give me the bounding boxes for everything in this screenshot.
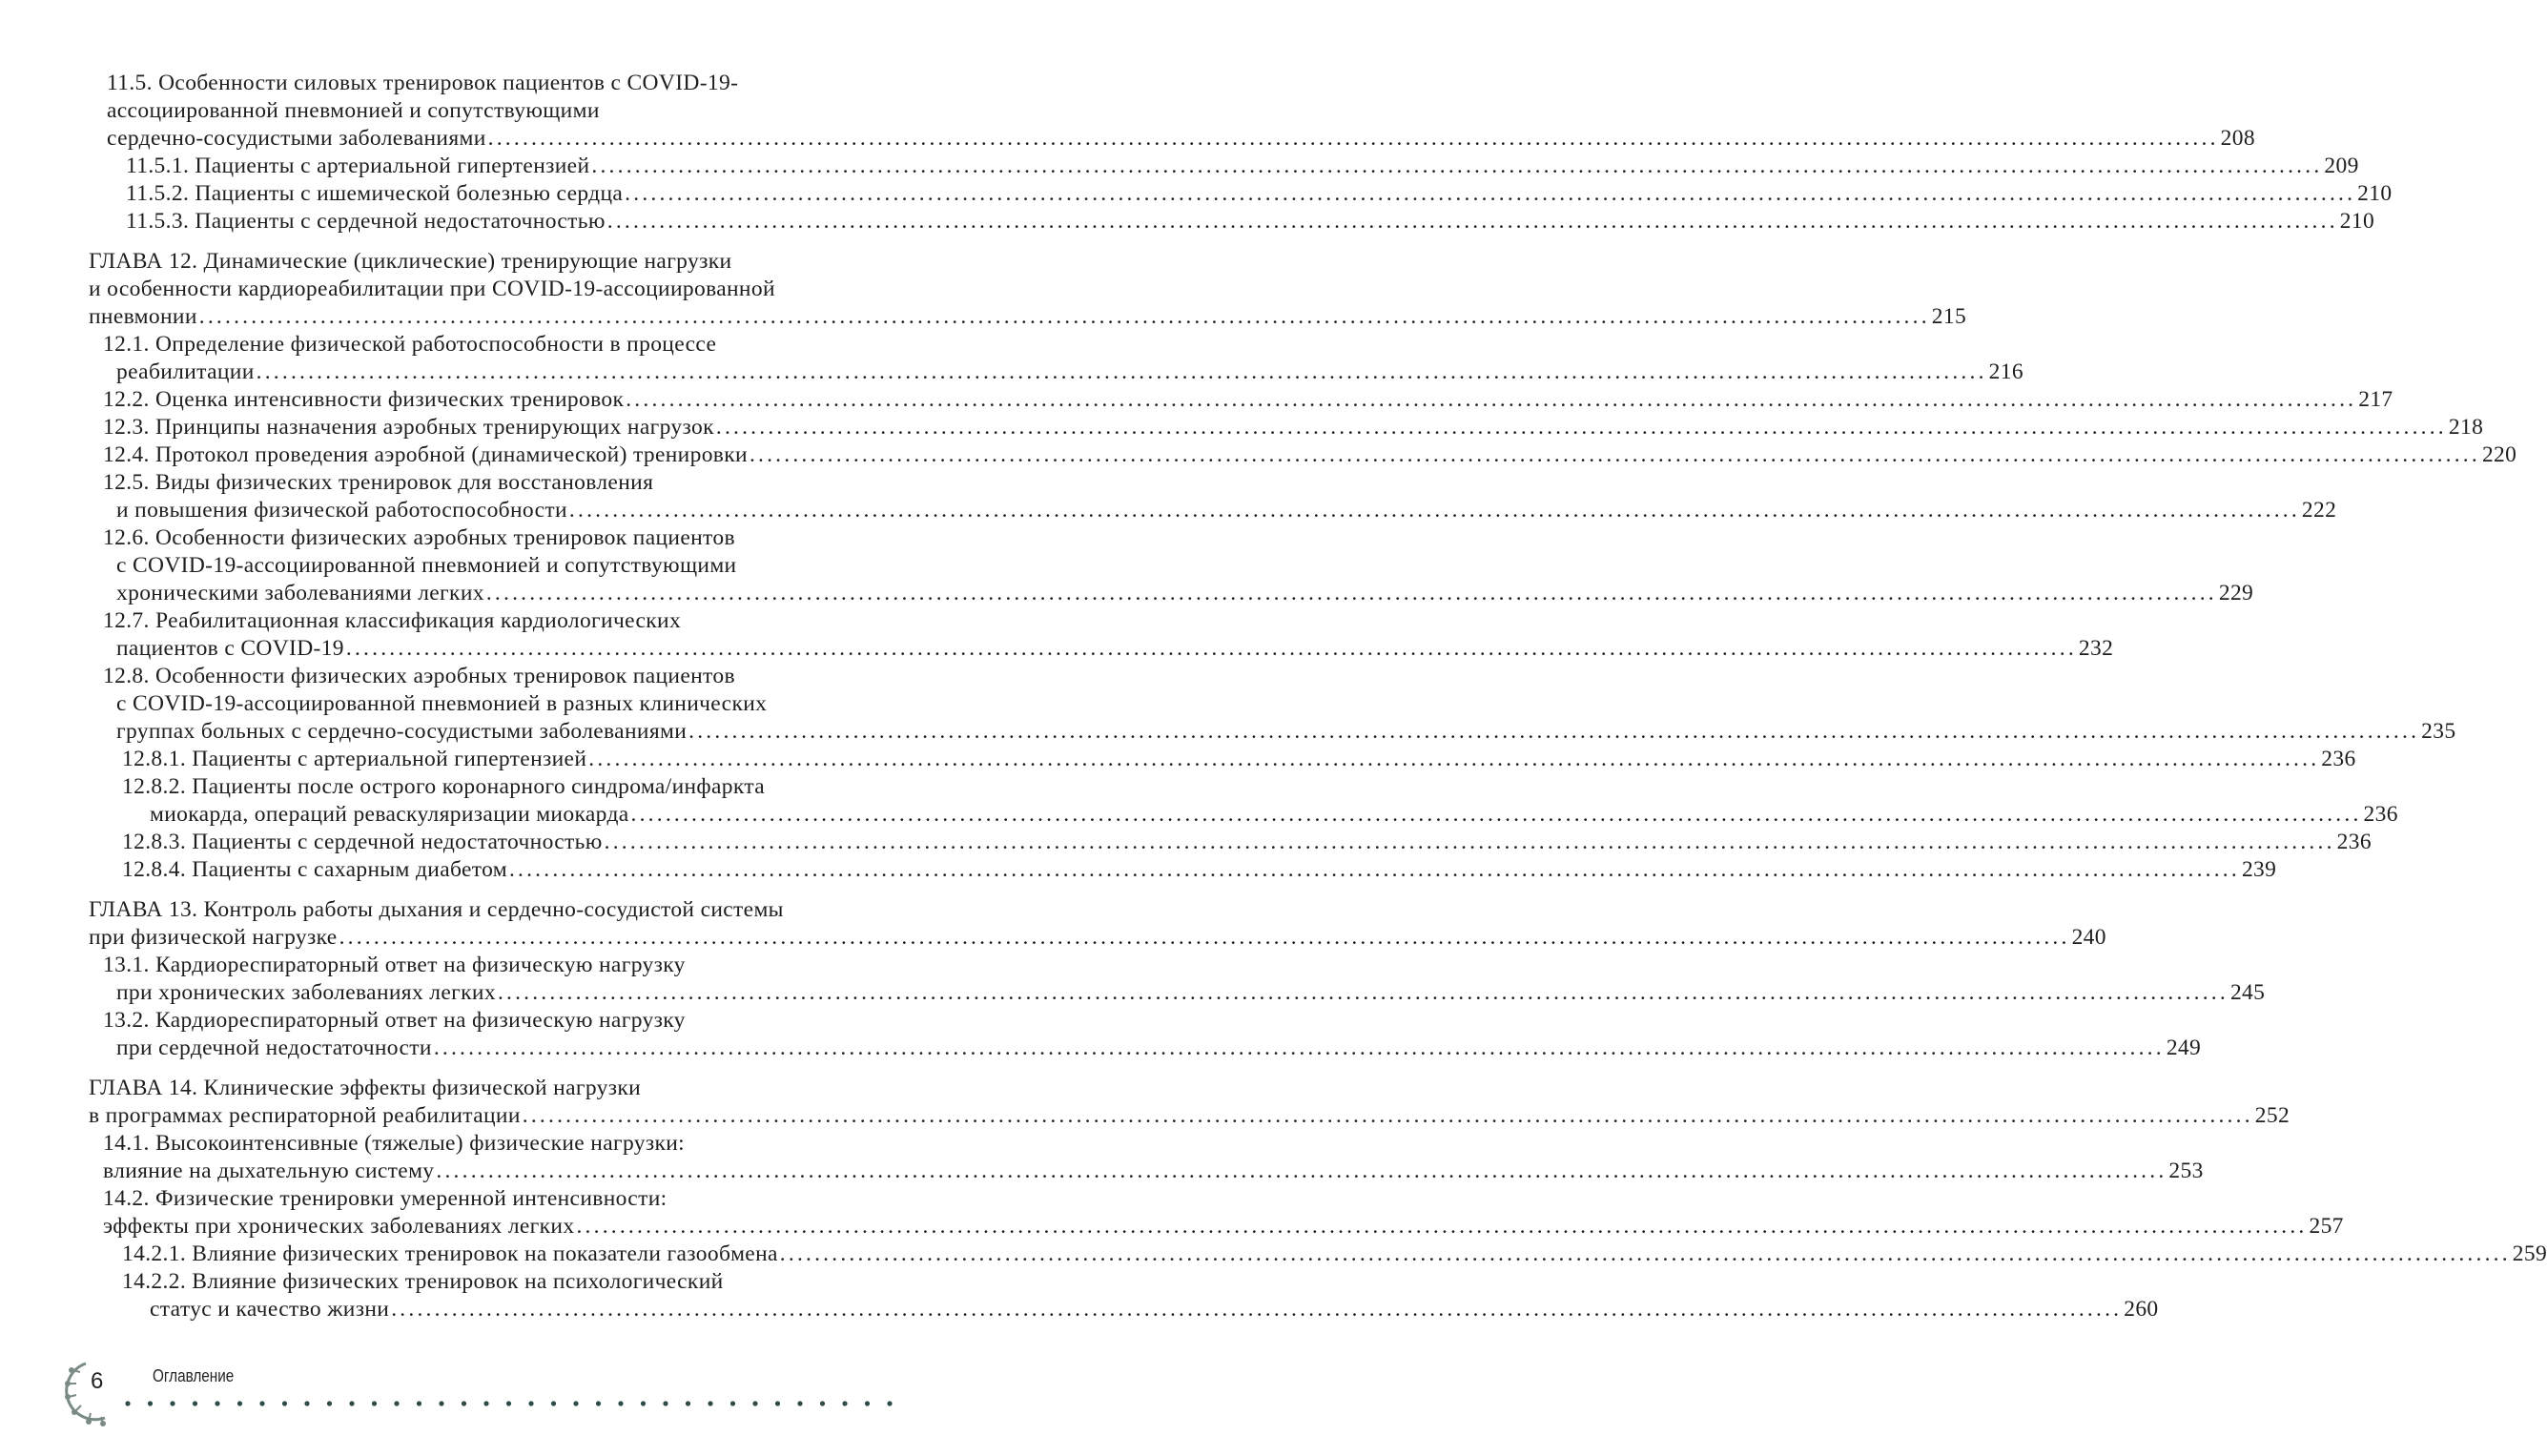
toc-line-text: 12.8.1. Пациенты с артериальной гипертензией [122,747,587,771]
toc-line [122,1268,954,1296]
toc-page-number: 252 [2254,1103,2290,1128]
toc-page-number: 216 [1988,359,2023,384]
toc-line-text: ГЛАВА 13. Контроль работы дыхания и сердечно-сосудистой системы [89,897,784,922]
toc-chapter [0,248,1967,331]
toc-chapter [0,896,2106,952]
toc-entry [0,1185,2344,1241]
dot-leader: ........................................................................................................................................................................................................ [487,126,2219,151]
toc-page-number: 215 [1931,304,1967,329]
toc-line [103,1213,2344,1241]
toc-page-number: 220 [2481,442,2517,467]
page-number: 6 [91,1368,104,1394]
toc-page-number: 217 [2358,387,2393,412]
footer-dot [170,1401,175,1405]
dot-leader: ........................................................................................................................................................................................................ [588,747,2320,771]
toc-line [116,718,2456,746]
toc-page-number: 218 [2448,415,2484,440]
footer-dot [125,1401,130,1405]
footer-dot [708,1401,712,1405]
toc-entry [0,441,2517,469]
footer-dot [439,1401,443,1405]
footer-dot [551,1401,556,1405]
footer-dot [775,1401,780,1405]
toc-entry [0,524,2254,607]
dot-leader: ........................................................................................................................................................................................................ [715,415,2447,440]
toc-line [89,276,954,303]
toc-entry [0,1007,2202,1062]
toc-page-number: 249 [2166,1036,2202,1060]
dot-leader: ........................................................................................................................................................................................................ [508,857,2240,882]
toc-line-text: влияние на дыхательную систему [103,1159,435,1183]
toc-line-text: группах больных с сердечно-сосудистыми заболеваниями [116,719,688,744]
dot-leader: ........................................................................................................................................................................................................ [749,442,2480,467]
toc-line [103,524,954,552]
footer-dot [506,1401,511,1405]
toc-page-number: 208 [2220,126,2255,151]
toc-line [122,829,2372,856]
toc-line-text: сердечно-сосудистыми заболеваниями [107,126,486,151]
footer-dot [887,1401,892,1405]
footer-dot [282,1401,287,1405]
footer-dot [259,1401,264,1405]
toc-entry [0,1130,2204,1185]
toc-line-text: миокарда, операций реваскуляризации миокарда [150,802,629,827]
footer-dot [417,1401,421,1405]
toc-page-number: 235 [2421,719,2456,744]
toc-line-text: 13.2. Кардиореспираторный ответ на физическую нагрузку [103,1008,686,1033]
toc-line [103,607,954,635]
toc-page-number: 260 [2124,1297,2159,1322]
toc-entry [0,663,2456,746]
toc-line-text: эффекты при хронических заболеваниях легких [103,1214,575,1239]
toc-line [122,773,954,801]
dot-leader: ........................................................................................................................................................................................................ [591,154,2323,178]
toc-line [107,70,954,97]
toc-line [103,331,954,359]
toc-line [122,1241,2547,1268]
toc-line-text: ГЛАВА 12. Динамические (циклические) тренирующие нагрузки [89,249,732,274]
toc-page-number: 210 [2357,181,2393,206]
toc-entry [0,1268,2159,1323]
toc-line-text: 12.8.2. Пациенты после острого коронарного синдрома/инфаркта [122,774,766,799]
footer-dot [394,1401,399,1405]
toc-line-text: 12.8. Особенности физических аэробных тренировок пациентов [103,664,735,688]
toc-line-text: 12.8.3. Пациенты с сердечной недостаточностью [122,830,603,854]
footer-dot [820,1401,825,1405]
toc-line-text: в программах респираторной реабилитации [89,1103,521,1128]
toc-line [103,414,2484,441]
dot-leader: ........................................................................................................................................................................................................ [436,1159,2167,1183]
toc-page-number: 222 [2301,498,2337,523]
footer-dot [686,1401,690,1405]
toc-entry [0,153,2359,180]
toc-page-number: 236 [2336,830,2372,854]
dot-leader: ........................................................................................................................................................................................................ [630,802,2362,827]
toc-entry [0,773,2398,829]
toc-line [150,801,2398,829]
dot-leader: ........................................................................................................................................................................................................ [256,359,1987,384]
dot-leader: ........................................................................................................................................................................................................ [688,719,2420,744]
toc-line-text: статус и качество жизни [150,1297,390,1322]
dot-leader: ........................................................................................................................................................................................................ [198,304,1930,329]
toc-line-text: 12.7. Реабилитационная классификация кардиологических [103,608,682,633]
dot-leader: ........................................................................................................................................................................................................ [345,636,2077,661]
toc-page-number: 210 [2339,209,2375,234]
toc-entry [0,952,2266,1007]
toc-line-text: ассоциированной пневмонией и сопутствующими [107,98,600,123]
toc-entry [0,386,2393,414]
toc-line [116,580,2254,607]
dot-leader: ........................................................................................................................................................................................................ [522,1103,2253,1128]
toc-line-text: 12.5. Виды физических тренировок для восстановления [103,470,654,495]
toc-entry [0,208,2375,236]
footer-dot [618,1401,623,1405]
toc-line [122,746,2356,773]
toc-page-number: 259 [2512,1241,2547,1266]
page-footer [0,1340,954,1425]
toc-line-text: 11.5. Особенности силовых тренировок пациентов с COVID-19- [107,71,739,95]
toc-line-text: 12.8.4. Пациенты с сахарным диабетом [122,857,507,882]
dotted-rule [124,1399,906,1408]
toc-page-number: 229 [2218,581,2254,605]
toc-page-number: 245 [2229,980,2266,1005]
footer-dot [462,1401,466,1405]
dot-leader: ........................................................................................................................................................................................................ [568,498,2300,523]
toc-entry [0,856,2277,884]
toc-line [116,497,2337,524]
toc-line-text: 13.1. Кардиореспираторный ответ на физическую нагрузку [103,953,686,977]
dot-leader: ........................................................................................................................................................................................................ [485,581,2217,605]
toc-line [107,125,2255,153]
toc-page-number: 253 [2168,1159,2204,1183]
table-of-contents [0,70,2547,1323]
toc-chapter [0,1075,2290,1130]
toc-line [103,663,954,690]
footer-dot [596,1401,601,1405]
toc-entry [0,180,2393,208]
toc-line-text: при физической нагрузке [89,925,338,950]
footer-dot [663,1401,668,1405]
toc-entry [0,414,2484,441]
footer-dot [865,1401,870,1405]
toc-line [116,1035,2202,1062]
footer-dot [237,1401,242,1405]
dot-leader: ........................................................................................................................................................................................................ [339,925,2070,950]
dot-leader: ........................................................................................................................................................................................................ [391,1297,2123,1322]
toc-line-text: 12.2. Оценка интенсивности физических тренировок [103,387,625,412]
running-title: Оглавление [153,1366,235,1385]
toc-entry [0,469,2337,524]
footer-dot [752,1401,757,1405]
footer-dot [842,1401,847,1405]
toc-line [126,180,2393,208]
dot-leader: ........................................................................................................................................................................................................ [625,181,2356,206]
toc-line-text: 14.2.1. Влияние физических тренировок на показатели газообмена [122,1241,778,1266]
toc-page-number: 236 [2363,802,2398,827]
toc-line-text: хроническими заболеваниями легких [116,581,484,605]
toc-line [103,1130,954,1158]
dot-leader: ........................................................................................................................................................................................................ [497,980,2229,1005]
toc-line [103,441,2517,469]
toc-line [116,552,954,580]
toc-line [116,359,2023,386]
footer-dot [372,1401,377,1405]
footer-dot [797,1401,802,1405]
toc-entry [0,70,2255,153]
toc-line-text: 14.1. Высокоинтенсивные (тяжелые) физические нагрузки: [103,1131,686,1156]
toc-line [89,1075,954,1102]
dot-leader: ........................................................................................................................................................................................................ [606,209,2338,234]
toc-line-text: и особенности кардиореабилитации при COVID-19-ассоциированной [89,277,775,301]
toc-line [103,1158,2204,1185]
toc-line-text: 11.5.1. Пациенты с артериальной гипертензией [126,154,590,178]
footer-dot [349,1401,354,1405]
toc-line [103,1007,954,1035]
toc-line [150,1296,2159,1323]
toc-line [126,208,2375,236]
toc-line [89,896,954,924]
toc-line-text: пневмонии [89,304,197,329]
footer-dot [641,1401,646,1405]
toc-line [89,303,1967,331]
toc-line-text: 12.3. Принципы назначения аэробных тренирующих нагрузок [103,415,714,440]
footer-dot [483,1401,488,1405]
toc-line [116,979,2266,1007]
footer-dot [215,1401,219,1405]
dot-leader: ........................................................................................................................................................................................................ [433,1036,2165,1060]
toc-entry [0,331,2023,386]
toc-page-number: 240 [2071,925,2106,950]
toc-line [116,690,954,718]
toc-line-text: с COVID-19-ассоциированной пневмонией и сопутствующими [116,553,737,578]
toc-page-number: 209 [2324,154,2359,178]
footer-dot [730,1401,735,1405]
toc-entry [0,607,2114,663]
toc-page-number: 239 [2241,857,2277,882]
toc-line [103,469,954,497]
toc-page-number: 236 [2321,747,2356,771]
dot-leader: ........................................................................................................................................................................................................ [779,1241,2511,1266]
footer-dot [327,1401,332,1405]
toc-line [126,153,2359,180]
toc-line [103,1185,954,1213]
toc-line-text: 12.6. Особенности физических аэробных тренировок пациентов [103,525,735,550]
toc-line [116,635,2114,663]
toc-line [103,952,954,979]
toc-line-text: 11.5.3. Пациенты с сердечной недостаточностью [126,209,606,234]
toc-line [89,924,2106,952]
toc-line-text: 12.4. Протокол проведения аэробной (динамической) тренировки [103,442,748,467]
toc-line-text: и повышения физической работоспособности [116,498,567,523]
footer-dot [573,1401,578,1405]
toc-line-text: пациентов с COVID-19 [116,636,344,661]
toc-page-number: 232 [2078,636,2114,661]
toc-line [89,1102,2290,1130]
toc-line [103,386,2393,414]
toc-line-text: 14.2. Физические тренировки умеренной интенсивности: [103,1186,668,1211]
footer-dot [193,1401,197,1405]
dot-leader: ........................................................................................................................................................................................................ [604,830,2335,854]
footer-dot [304,1401,309,1405]
toc-entry [0,746,2356,773]
toc-line-text: с COVID-19-ассоциированной пневмонией в разных клинических [116,691,768,716]
toc-line-text: при хронических заболеваниях легких [116,980,496,1005]
toc-line-text: при сердечной недостаточности [116,1036,432,1060]
toc-entry [0,829,2372,856]
footer-dot [148,1401,153,1405]
footer-dot [528,1401,533,1405]
toc-line-text: 14.2.2. Влияние физических тренировок на психологический [122,1269,724,1294]
toc-page-number: 257 [2309,1214,2344,1239]
toc-line-text: реабилитации [116,359,255,384]
toc-line [89,248,954,276]
toc-line [122,856,2277,884]
toc-line-text: ГЛАВА 14. Клинические эффекты физической нагрузки [89,1076,642,1100]
toc-line-text: 11.5.2. Пациенты с ишемической болезнью сердца [126,181,624,206]
toc-line [107,97,954,125]
dot-leader: ........................................................................................................................................................................................................ [576,1214,2308,1239]
dot-leader: ........................................................................................................................................................................................................ [626,387,2357,412]
toc-entry [0,1241,2547,1268]
toc-line-text: 12.1. Определение физической работоспособности в процессе [103,332,717,357]
